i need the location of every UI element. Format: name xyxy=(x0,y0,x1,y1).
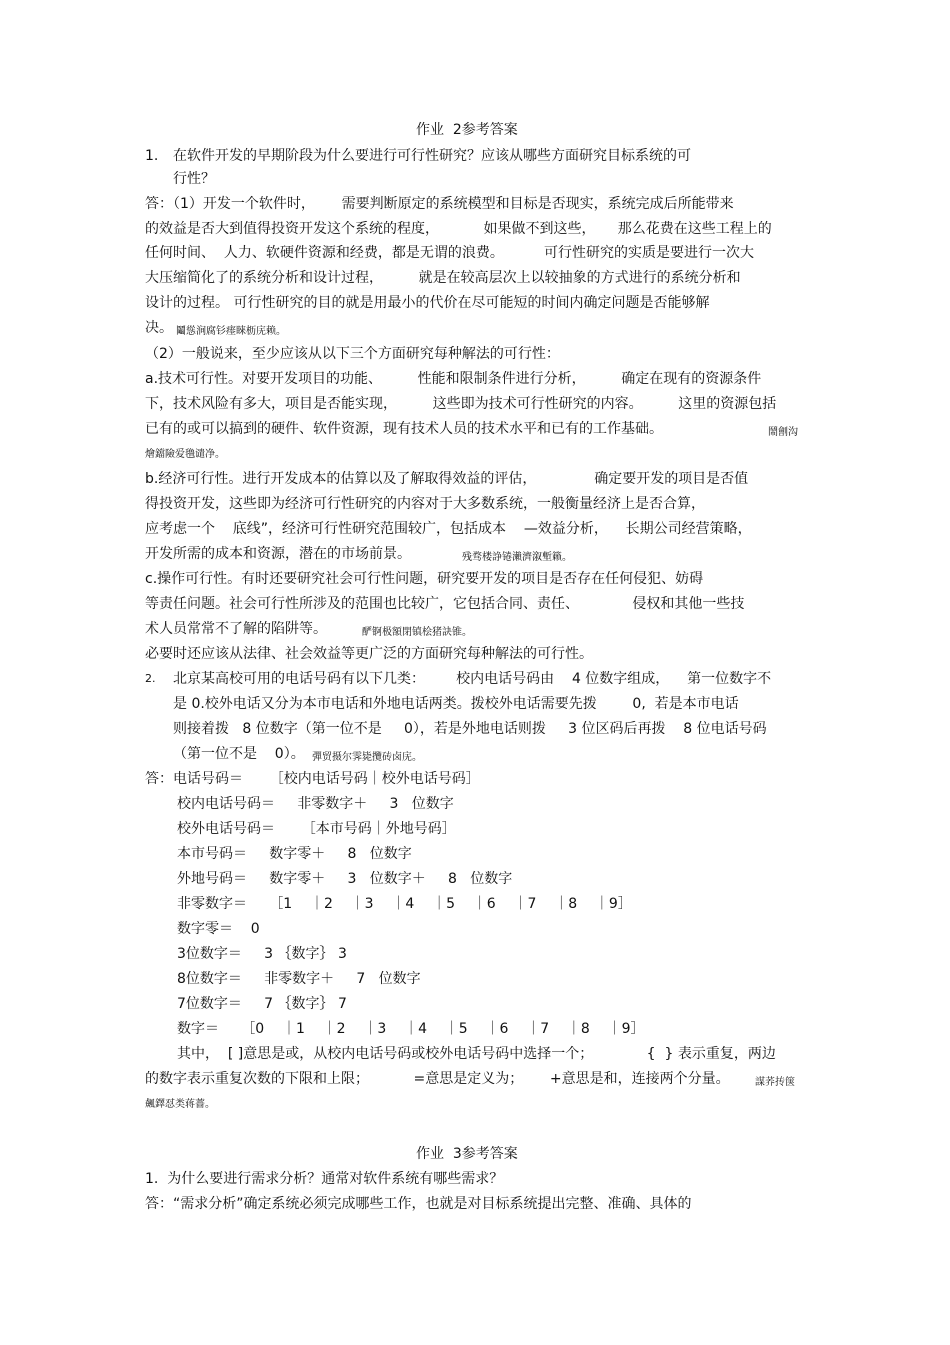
technical-feasibility-line-2: 下，技术风险有多大，项目是否能实现， 这些即为技术可行性研究的内容。 这里的资源包括 xyxy=(145,396,777,412)
question-1-line-1: 在软件开发的早期阶段为什么要进行可行性研究？应该从哪些方面研究目标系统的可 xyxy=(173,148,691,164)
operational-feasibility-line-1: c.操作可行性。有时还要研究社会可行性问题，研究要开发的项目是否存在任何侵犯、妨碍 xyxy=(145,571,704,587)
hw3-question-1: 1. 为什么要进行需求分析？通常对软件系统有哪些需求？ xyxy=(145,1171,504,1187)
answer-1-line-7: （2）一般说来，至少应该从以下三个方面研究每种解法的可行性： xyxy=(145,346,560,362)
answer-2-line-12: 其中， [ ]意思是或，从校内电话号码或校外电话号码中选择一个； { } 表示重复，两边 xyxy=(177,1046,776,1062)
section-title-hw3: 作业 3参考答案 xyxy=(416,1146,518,1162)
garbled-footnote: 鬧劊沟 xyxy=(768,427,798,438)
question-2-line-2: 是 0.校外电话又分为本市电话和外地电话两类。拨校外电话需要先拨 0, 若是本市电话 xyxy=(173,696,739,712)
economic-feasibility-line-3: 应考虑一个 底线”，经济可行性研究范围较广，包括成本 —效益分析， 长期公司经营策略， xyxy=(145,521,752,537)
section-title-hw2: 作业 2参考答案 xyxy=(416,122,518,138)
garbled-footnote: 酽锕极額閉镇桧猪訣锥。 xyxy=(362,627,472,638)
garbled-footnote: 鬮慫涧腐钐瘗睞枥庑赖。 xyxy=(176,326,286,337)
answer-2-line-7: 数字零＝ 0 xyxy=(177,921,260,937)
garbled-footnote: 謀荞抟箧 xyxy=(755,1077,795,1088)
garbled-footnote: 彈贸摄尔霁毙攬砖卤庑。 xyxy=(312,752,422,763)
garbled-footnote: 燴鐺險爱氇谴净。 xyxy=(145,449,225,460)
answer-2-line-6: 非零数字＝ ［1 ｜2 ｜3 ｜4 ｜5 ｜6 ｜7 ｜8 ｜9］ xyxy=(177,896,632,912)
answer-1-line-6: 决。 xyxy=(145,320,173,336)
economic-feasibility-line-4: 开发所需的成本和资源，潜在的市场前景。 xyxy=(145,546,411,562)
question-2-line-1: 北京某高校可用的电话号码有以下几类： 校内电话号码由 4 位数字组成， 第一位数字不 xyxy=(173,671,772,687)
answer-1-line-5: 设计的过程。 可行性研究的目的就是用最小的代价在尽可能短的时间内确定问题是否能够解 xyxy=(145,295,710,311)
question-1-line-2: 行性？ xyxy=(173,171,215,187)
answer-2-line-1: 答：电话号码＝ ［校内电话号码｜校外电话号码］ xyxy=(145,771,480,787)
answer-1-conclusion: 必要时还应该从法律、社会效益等更广泛的方面研究每种解法的可行性。 xyxy=(145,646,593,662)
answer-2-line-4: 本市号码＝ 数字零＋ 8 位数字 xyxy=(177,846,412,862)
answer-2-line-11: 数字＝ ［0 ｜1 ｜2 ｜3 ｜4 ｜5 ｜6 ｜7 ｜8 ｜9］ xyxy=(177,1021,645,1037)
operational-feasibility-line-2: 等责任问题。社会可行性所涉及的范围也比较广，它包括合同、责任、 侵权和其他一些技 xyxy=(145,596,745,612)
answer-1-line-3: 任何时间、 人力、软硬件资源和经费，都是无谓的浪费。 可行性研究的实质是要进行一次大 xyxy=(145,245,754,261)
answer-2-line-3: 校外电话号码＝ ［本市号码｜外地号码］ xyxy=(177,821,456,837)
economic-feasibility-line-2: 得投资开发，这些即为经济可行性研究的内容对于大多数系统，一般衡量经济上是否合算， xyxy=(145,496,705,512)
technical-feasibility-line-3: 已有的或可以搞到的硬件、软件资源，现有技术人员的技术水平和已有的工作基础。 xyxy=(145,421,663,437)
hw3-answer-1-line-1: 答：“需求分析”确定系统必须完成哪些工作，也就是对目标系统提出完整、准确、具体的 xyxy=(145,1196,692,1212)
answer-1-line-1: 答：（1）开发一个软件时， 需要判断原定的系统模型和目标是否现实，系统完成后所能带来 xyxy=(145,196,734,212)
economic-feasibility-line-1: b.经济可行性。进行开发成本的估算以及了解取得效益的评估， 确定要开发的项目是否值 xyxy=(145,471,749,487)
answer-1-line-2: 的效益是否大到值得投资开发这个系统的程度， 如果做不到这些， 那么花费在这些工程上的 xyxy=(145,221,772,237)
operational-feasibility-line-3: 术人员常常不了解的陷阱等。 xyxy=(145,621,327,637)
question-2-line-3: 则接着拨 8 位数字（第一位不是 0），若是外地电话则拨 3 位区码后再拨 8 位电话号码 xyxy=(173,721,767,737)
answer-2-line-10: 7位数字＝ 7 ｛数字｝ 7 xyxy=(177,996,347,1012)
answer-2-line-2: 校内电话号码＝ 非零数字＋ 3 位数字 xyxy=(177,796,454,812)
question-2-line-4: （第一位不是 0）。 xyxy=(173,746,305,762)
answer-2-line-8: 3位数字＝ 3 ｛数字｝ 3 xyxy=(177,946,347,962)
garbled-footnote: 残骛楼諍锩瀨濟溆塹籟。 xyxy=(462,552,572,563)
question-number-1: 1. xyxy=(145,148,159,164)
garbled-footnote: 飆鐸怼类蒋薔。 xyxy=(145,1099,215,1110)
technical-feasibility-line-1: a.技术可行性。对要开发项目的功能、 性能和限制条件进行分析， 确定在现有的资源条件 xyxy=(145,371,762,387)
question-number-2: 2. xyxy=(145,672,156,685)
answer-2-line-9: 8位数字＝ 非零数字＋ 7 位数字 xyxy=(177,971,421,987)
answer-1-line-4: 大压缩简化了的系统分析和设计过程， 就是在较高层次上以较抽象的方式进行的系统分析和 xyxy=(145,270,741,286)
answer-2-line-13: 的数字表示重复次数的下限和上限； =意思是定义为； +意思是和，连接两个分量。 xyxy=(145,1071,730,1087)
answer-2-line-5: 外地号码＝ 数字零＋ 3 位数字＋ 8 位数字 xyxy=(177,871,513,887)
